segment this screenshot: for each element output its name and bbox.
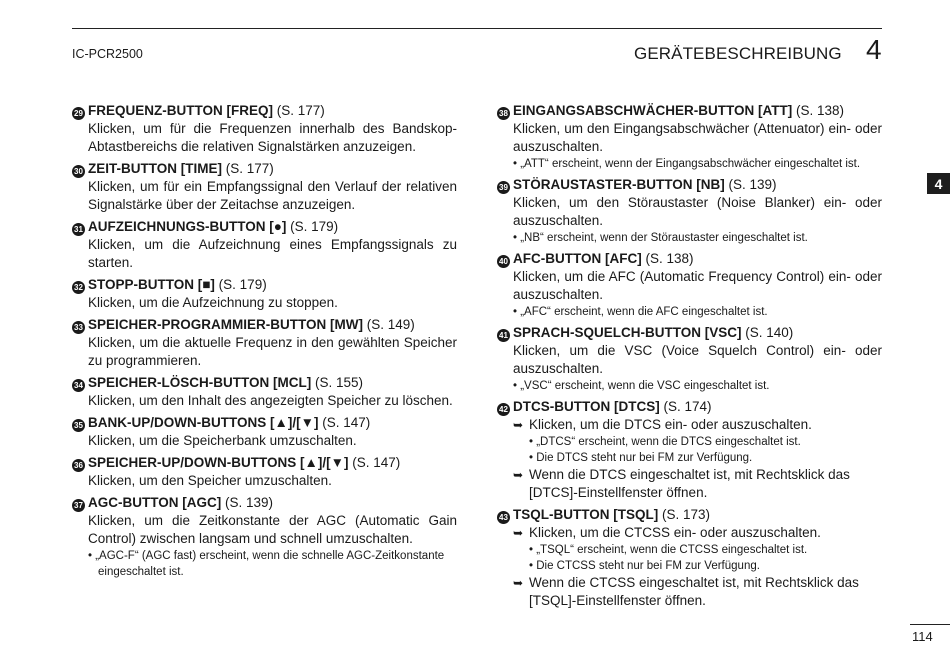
- list-item: [72, 315, 457, 370]
- item-number: 34: [72, 379, 85, 392]
- item-description: Klicken, um die Speicherbank umzuschalten.: [88, 433, 357, 448]
- arrow-icon: ➥: [513, 576, 524, 590]
- item-title: SPEICHER-UP/DOWN-BUTTONS [▲]/[▼]: [88, 455, 349, 470]
- page-ref: (S. 177): [276, 103, 325, 118]
- arrow-icon: ➥: [513, 468, 524, 482]
- item-description: Klicken, um die VSC (Voice Squelch Control) ein- oder auszuschalten.: [513, 343, 882, 376]
- item-title: SPRACH-SQUELCH-BUTTON [VSC]: [513, 325, 742, 340]
- item-note: • Die DTCS steht nur bei FM zur Verfügung.: [529, 452, 753, 464]
- item-title: AUFZEICHNUNGS-BUTTON [●]: [88, 219, 287, 234]
- page-ref: (S. 139): [225, 495, 274, 510]
- list-item: [497, 175, 882, 246]
- list-item: [72, 493, 457, 580]
- arrow-icon: ➥: [513, 418, 524, 432]
- list-item: [72, 373, 457, 410]
- item-number: 33: [72, 321, 85, 334]
- list-item: [497, 101, 882, 172]
- item-description: Klicken, um die aktuelle Frequenz in den gewählten Speicher zu programmieren.: [88, 335, 457, 368]
- item-description: Klicken, um die Aufzeichnung eines Empfangssignals zu starten.: [88, 237, 457, 270]
- arrow-icon: ➥: [513, 526, 524, 540]
- item-title: SPEICHER-PROGRAMMIER-BUTTON [MW]: [88, 317, 363, 332]
- item-description: Klicken, um die Zeitkonstante der AGC (Automatic Gain Control) zwischen langsam und schnell umzuschalten.: [88, 513, 457, 546]
- item-title: AFC-BUTTON [AFC]: [513, 251, 642, 266]
- item-number: 29: [72, 107, 85, 120]
- item-title: STÖRAUSTASTER-BUTTON [NB]: [513, 177, 725, 192]
- item-number: 31: [72, 223, 85, 236]
- item-number: 43: [497, 511, 510, 524]
- item-title: EINGANGSABSCHWÄCHER-BUTTON [ATT]: [513, 103, 793, 118]
- item-note: • „VSC“ erscheint, wenn die VSC eingeschaltet ist.: [513, 380, 770, 392]
- item-note: • Die CTCSS steht nur bei FM zur Verfügung.: [529, 560, 760, 572]
- list-item: [72, 217, 457, 272]
- page-ref: (S. 155): [315, 375, 364, 390]
- item-number: 37: [72, 499, 85, 512]
- right-column: [497, 101, 882, 613]
- item-number: 39: [497, 181, 510, 194]
- item-note: • „AGC-F“ (AGC fast) erscheint, wenn die schnelle AGC-Zeitkonstante eingeschaltet ist.: [88, 550, 445, 578]
- instruction-text: Wenn die CTCSS eingeschaltet ist, mit Rechtsklick das [TSQL]-Einstellfenster öffnen.: [529, 575, 859, 608]
- page-ref: (S. 140): [745, 325, 794, 340]
- list-item: [497, 505, 882, 610]
- item-note: • „NB“ erscheint, wenn der Störaustaster eingeschaltet ist.: [513, 232, 808, 244]
- page-ref: (S. 174): [663, 399, 712, 414]
- page-number-rule: [910, 624, 950, 625]
- item-title: DTCS-BUTTON [DTCS]: [513, 399, 660, 414]
- chapter-tab: 4: [927, 173, 950, 194]
- section-title: GERÄTEBESCHREIBUNG: [634, 44, 842, 63]
- item-number: 32: [72, 281, 85, 294]
- item-number: 36: [72, 459, 85, 472]
- page-ref: (S. 149): [366, 317, 415, 332]
- item-description: Klicken, um für ein Empfangssignal den Verlauf der relativen Signalstärke über der Zeitachse anzuzeigen.: [88, 179, 457, 212]
- item-title: FREQUENZ-BUTTON [FREQ]: [88, 103, 273, 118]
- header-rule: [72, 28, 882, 29]
- item-number: 42: [497, 403, 510, 416]
- item-title: BANK-UP/DOWN-BUTTONS [▲]/[▼]: [88, 415, 319, 430]
- item-description: Klicken, um den Speicher umzuschalten.: [88, 473, 332, 488]
- model-name: IC-PCR2500: [72, 47, 143, 61]
- page-ref: (S. 139): [728, 177, 777, 192]
- item-description: Klicken, um den Störaustaster (Noise Blanker) ein- oder auszuschalten.: [513, 195, 882, 228]
- item-number: 30: [72, 165, 85, 178]
- list-item: [497, 249, 882, 320]
- page-ref: (S. 138): [796, 103, 845, 118]
- left-column: [72, 101, 457, 583]
- item-number: 41: [497, 329, 510, 342]
- list-item: [72, 101, 457, 156]
- item-note: • „ATT“ erscheint, wenn der Eingangsabschwächer eingeschaltet ist.: [513, 158, 861, 170]
- list-item: [497, 323, 882, 394]
- item-title: SPEICHER-LÖSCH-BUTTON [MCL]: [88, 375, 312, 390]
- item-title: ZEIT-BUTTON [TIME]: [88, 161, 222, 176]
- page-ref: (S. 179): [218, 277, 267, 292]
- item-description: Klicken, um den Inhalt des angezeigten Speicher zu löschen.: [88, 393, 453, 408]
- list-item: [72, 275, 457, 312]
- instruction-text: Klicken, um die DTCS ein- oder auszuschalten.: [529, 417, 812, 432]
- item-title: TSQL-BUTTON [TSQL]: [513, 507, 659, 522]
- item-title: STOPP-BUTTON [■]: [88, 277, 215, 292]
- item-description: Klicken, um für die Frequenzen innerhalb des Bandskop-Abtastbereichs die relativen Signalstärken anzuzeigen.: [88, 121, 457, 154]
- section-number: 4: [866, 34, 882, 65]
- page-ref: (S. 177): [225, 161, 274, 176]
- item-description: Klicken, um die AFC (Automatic Frequency Control) ein- oder auszuschalten.: [513, 269, 882, 302]
- item-note: • „DTCS“ erscheint, wenn die DTCS eingeschaltet ist.: [529, 436, 801, 448]
- list-item: [72, 413, 457, 450]
- page-ref: (S. 173): [662, 507, 711, 522]
- item-note: • „TSQL“ erscheint, wenn die CTCSS eingeschaltet ist.: [529, 544, 808, 556]
- instruction-text: Klicken, um die CTCSS ein- oder auszuschalten.: [529, 525, 821, 540]
- page-ref: (S. 147): [352, 455, 401, 470]
- list-item: [72, 159, 457, 214]
- item-number: 38: [497, 107, 510, 120]
- item-description: Klicken, um die Aufzeichnung zu stoppen.: [88, 295, 338, 310]
- list-item: [72, 453, 457, 490]
- item-number: 40: [497, 255, 510, 268]
- page-ref: (S. 147): [322, 415, 371, 430]
- page-number: 114: [912, 629, 933, 644]
- page-ref: (S. 138): [645, 251, 694, 266]
- item-title: AGC-BUTTON [AGC]: [88, 495, 222, 510]
- instruction-text: Wenn die DTCS eingeschaltet ist, mit Rechtsklick das [DTCS]-Einstellfenster öffnen.: [529, 467, 850, 500]
- page-ref: (S. 179): [290, 219, 339, 234]
- item-description: Klicken, um den Eingangsabschwächer (Attenuator) ein- oder auszuschalten.: [513, 121, 882, 154]
- list-item: [497, 397, 882, 502]
- item-note: • „AFC“ erscheint, wenn die AFC eingeschaltet ist.: [513, 306, 768, 318]
- item-number: 35: [72, 419, 85, 432]
